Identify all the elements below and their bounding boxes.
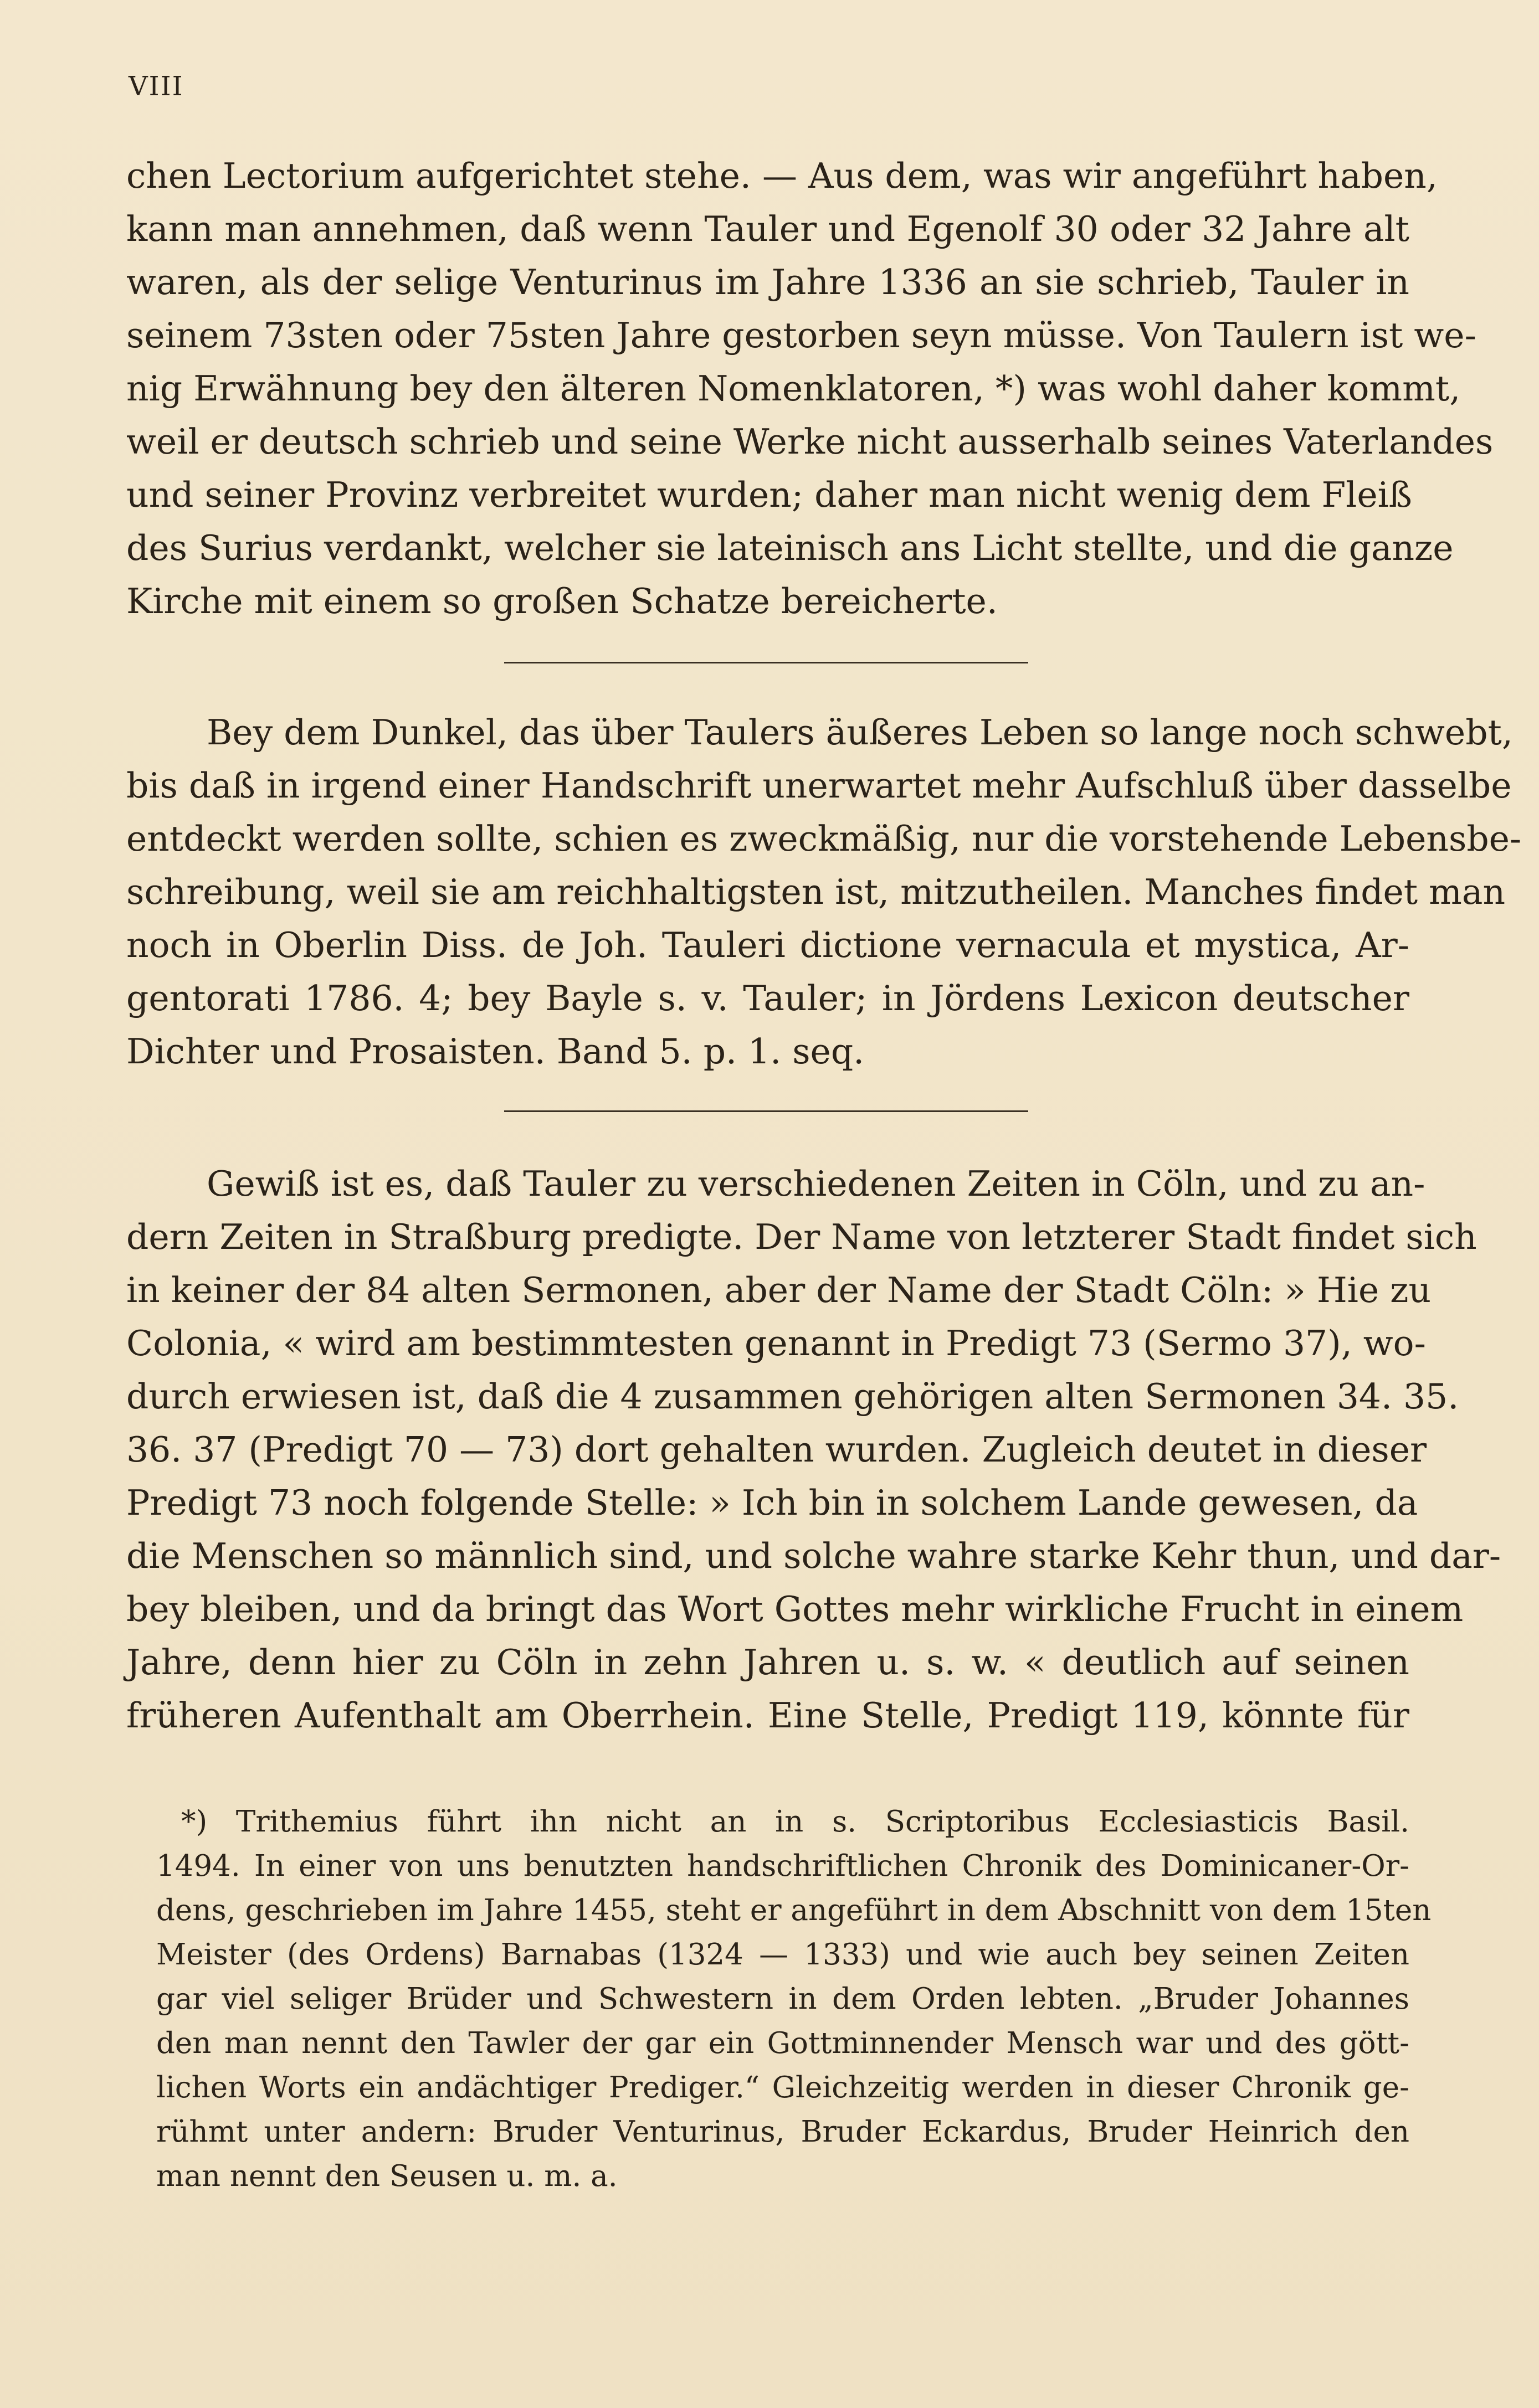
text-line: Bey dem Dunkel, das über Taulers äußeres Leben so lange noch schwebt,	[207, 712, 1513, 753]
text-line: früheren Aufenthalt am Oberrhein. Eine Stelle, Predigt 119, könnte für	[126, 1695, 1409, 1736]
text-line: schreibung, weil sie am reichhaltigsten ist, mitzutheilen. Manches findet man	[126, 872, 1506, 912]
text-line: bey bleiben, und da bringt das Wort Gottes mehr wirkliche Frucht in einem	[126, 1589, 1464, 1629]
footnote-line: den man nennt den Tawler der gar ein Gottminnender Mensch war und des gött-	[156, 2026, 1409, 2060]
page-number: VIII	[129, 71, 184, 102]
paragraph-1	[126, 150, 1494, 628]
text-line: entdeckt werden sollte, schien es zweckmäßig, nur die vorstehende Lebensbe-	[126, 819, 1522, 859]
text-line: noch in Oberlin Diss. de Joh. Tauleri dictione vernacula et mystica, Ar-	[126, 925, 1409, 965]
text-line: waren, als der selige Venturinus im Jahre 1336 an sie schrieb, Tauler in	[126, 262, 1409, 302]
footnote-line: Meister (des Ordens) Barnabas (1324 — 1333) und wie auch bey seinen Zeiten	[156, 1938, 1409, 1972]
text-line: Dichter und Prosaisten. Band 5. p. 1. seq.	[126, 1031, 865, 1072]
text-line: 36. 37 (Predigt 70 — 73) dort gehalten wurden. Zugleich deutet in dieser	[126, 1429, 1427, 1470]
footnote-line: 1494. In einer von uns benutzten handschriftlichen Chronik des Dominicaner-Or-	[156, 1849, 1409, 1883]
text-line: weil er deutsch schrieb und seine Werke nicht ausserhalb seines Vaterlandes	[126, 421, 1494, 462]
text-line: kann man annehmen, daß wenn Tauler und Egenolf 30 oder 32 Jahre alt	[126, 209, 1409, 249]
section-divider	[504, 1110, 1028, 1112]
text-line: dern Zeiten in Straßburg predigte. Der Name von letzterer Stadt findet sich	[126, 1217, 1477, 1257]
section-divider	[504, 662, 1028, 663]
footnote-line: *) Trithemius führt ihn nicht an in s. Scriptoribus Ecclesiasticis Basil.	[181, 1805, 1409, 1839]
text-line: gentorati 1786. 4; bey Bayle s. v. Tauler; in Jördens Lexicon deutscher	[126, 978, 1409, 1018]
text-line: des Surius verdankt, welcher sie lateinisch ans Licht stellte, und die ganze	[126, 528, 1454, 568]
text-line: und seiner Provinz verbreitet wurden; daher man nicht wenig dem Fleiß	[126, 475, 1412, 515]
text-line: die Menschen so männlich sind, und solche wahre starke Kehr thun, und dar-	[126, 1536, 1501, 1576]
text-line: in keiner der 84 alten Sermonen, aber der Name der Stadt Cöln: » Hie zu	[126, 1270, 1432, 1310]
text-line: nig Erwähnung bey den älteren Nomenklatoren, *) was wohl daher kommt,	[126, 368, 1461, 409]
text-line: Colonia, « wird am bestimmtesten genannt in Predigt 73 (Sermo 37), wo-	[126, 1323, 1426, 1363]
footnote-line: man nennt den Seusen u. m. a.	[156, 2159, 618, 2193]
paragraph-3	[126, 1157, 1501, 1742]
text-line: Kirche mit einem so großen Schatze bereicherte.	[126, 581, 998, 621]
text-line: durch erwiesen ist, daß die 4 zusammen gehörigen alten Sermonen 34. 35.	[126, 1376, 1459, 1417]
text-line: Gewiß ist es, daß Tauler zu verschiedenen Zeiten in Cöln, und zu an-	[207, 1164, 1425, 1204]
text-line: seinem 73sten oder 75sten Jahre gestorben seyn müsse. Von Taulern ist we-	[126, 315, 1476, 356]
footnote-line: lichen Worts ein andächtiger Prediger.“ Gleichzeitig werden in dieser Chronik ge-	[156, 2071, 1409, 2105]
footnote-line: gar viel seliger Brüder und Schwestern in dem Orden lebten. „Bruder Johannes	[156, 1982, 1409, 2016]
footnote-line: dens, geschrieben im Jahre 1455, steht er angeführt in dem Abschnitt von dem 15ten	[156, 1894, 1432, 1927]
footnote	[156, 1800, 1432, 2199]
paragraph-2	[126, 706, 1522, 1078]
text-line: bis daß in irgend einer Handschrift unerwartet mehr Aufschluß über dasselbe	[126, 765, 1512, 806]
footnote-line: rühmt unter andern: Bruder Venturinus, Bruder Eckardus, Bruder Heinrich den	[156, 2115, 1409, 2149]
text-line: Predigt 73 noch folgende Stelle: » Ich bin in solchem Lande gewesen, da	[126, 1483, 1418, 1523]
text-line: Jahre, denn hier zu Cöln in zehn Jahren u. s. w. « deutlich auf seinen	[126, 1642, 1409, 1682]
text-line: chen Lectorium aufgerichtet stehe. — Aus dem, was wir angeführt haben,	[126, 156, 1438, 196]
